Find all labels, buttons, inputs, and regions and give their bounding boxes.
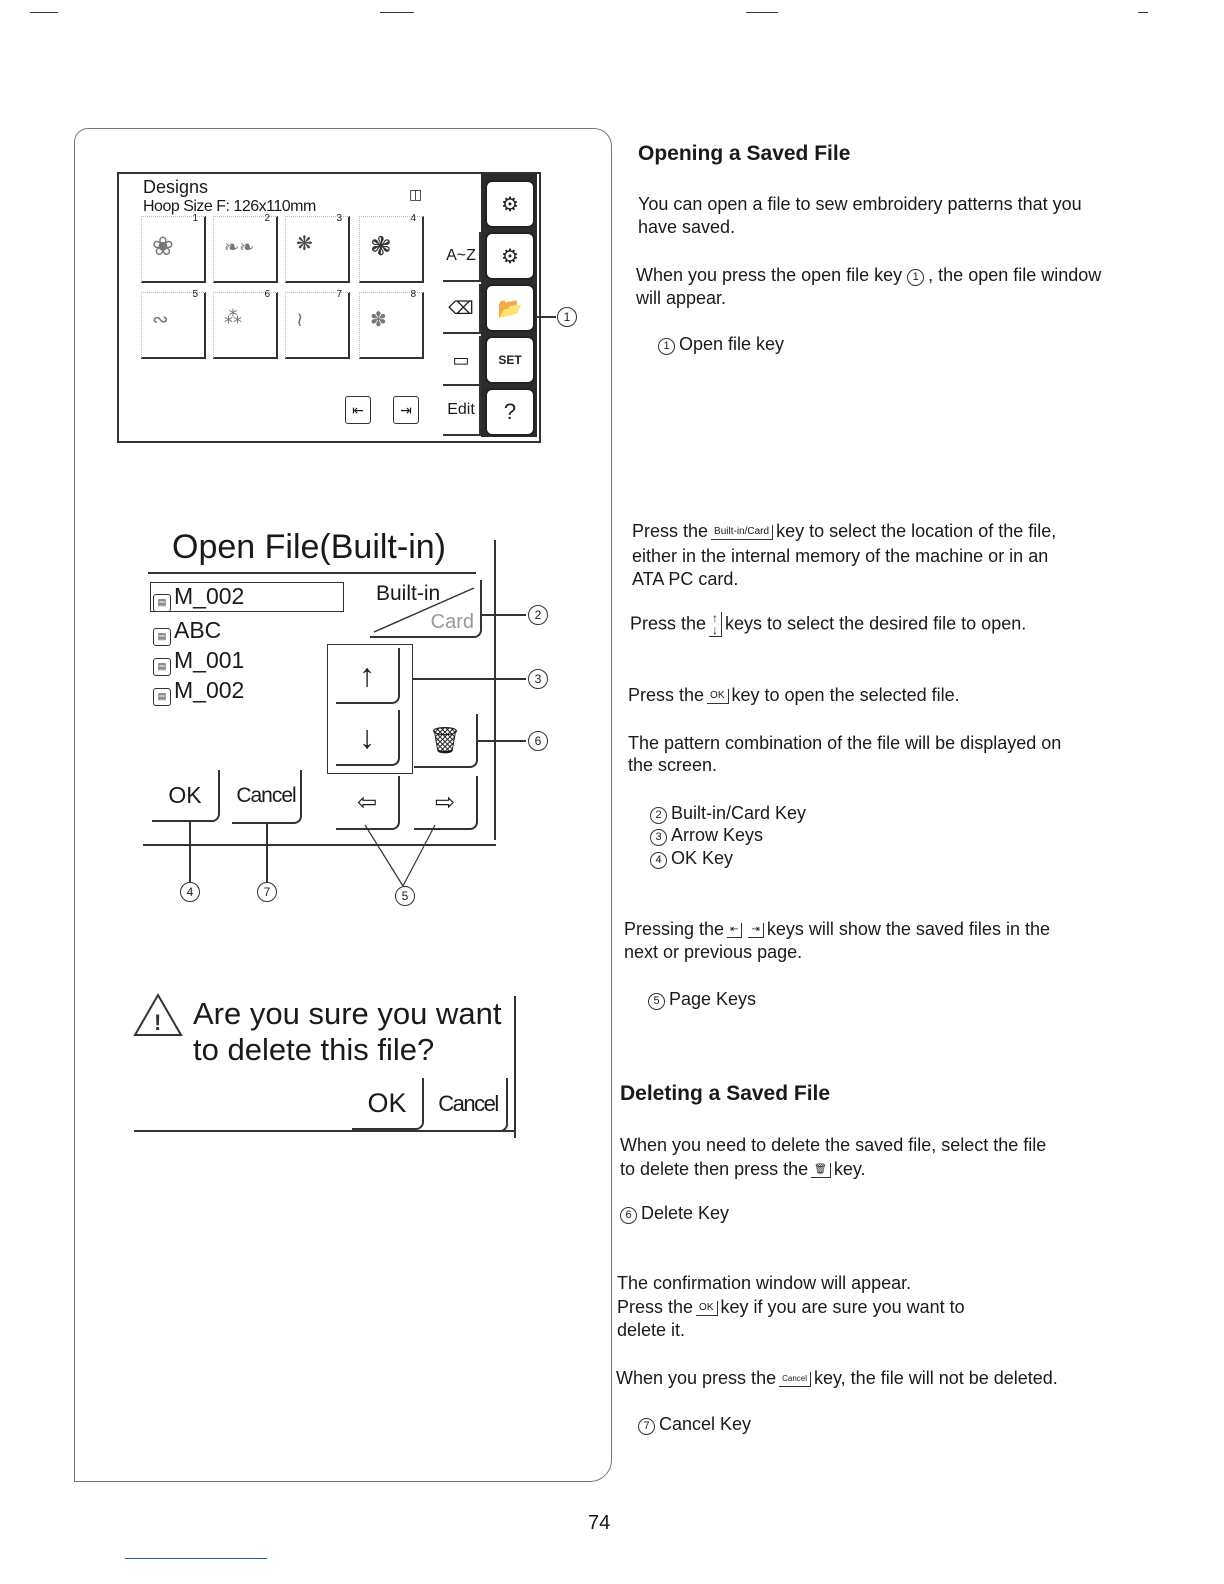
confirm-cancel-key[interactable]: Cancel [430,1078,508,1132]
file-icon: ▤ [153,628,171,646]
file-item[interactable] [153,647,244,676]
paragraph: Press the OK key to open the selected file. [628,685,960,705]
file-name: ABC [174,617,222,643]
function-key-column [481,174,537,437]
design-tile[interactable] [213,289,278,359]
callout-2: 2 [528,605,548,625]
file-name: M_002 [174,677,245,703]
diagonal-divider [370,580,480,636]
design-tile[interactable] [213,213,278,283]
open-file-title: Open File(Built-in) [172,528,446,566]
legend-item: 7 Cancel Key [638,1413,751,1436]
paragraph: When you need to delete the saved file, select the file [620,1135,1047,1155]
delete-key-icon: 🗑 [811,1163,831,1178]
design-number: 6 [264,289,270,300]
ok-key[interactable]: OK [152,770,220,822]
scan-mark [30,12,58,13]
open-file-icon[interactable]: 📂 [485,284,535,332]
paragraph: Press the OK key if you are sure you want to [617,1297,965,1317]
sewing-machine-icon[interactable]: ⚙ [485,180,535,228]
legend-item: 3 Arrow Keys [650,824,763,847]
window-edge [514,996,516,1138]
arrow-keys-icon: ↑ ↓ [709,612,722,637]
file-name: M_001 [174,647,245,673]
paragraph: The pattern combination of the file will be displayed on [628,733,1062,753]
hoop-icon[interactable]: ▭ [443,336,481,386]
design-number: 5 [192,289,198,300]
page-next-key-icon: ⇥ [748,923,763,938]
file-item[interactable] [153,617,221,646]
az-key[interactable]: A~Z [443,232,481,282]
callout-line [266,822,268,882]
file-item[interactable] [153,677,244,706]
design-tile[interactable] [359,213,424,283]
callout-line [476,740,526,742]
callout-line [412,678,526,680]
paragraph: You can open a file to sew embroidery patterns that you [638,194,1082,214]
legend-item: 4 OK Key [650,847,733,870]
page-next-icon[interactable]: ⇨ [414,776,478,830]
legend-item: 5 Page Keys [648,988,756,1011]
paragraph: to delete then press the 🗑 key. [620,1159,866,1179]
paragraph: the screen. [628,755,718,775]
file-icon: ▤ [153,594,171,612]
design-number: 7 [336,289,342,300]
design-number: 1 [192,213,198,224]
scan-mark [746,12,778,13]
legend-item: 6 Delete Key [620,1202,729,1225]
design-number: 4 [410,213,416,224]
eraser-icon[interactable]: ⌫ [443,284,481,334]
memory-icon: ◫ [409,186,423,202]
paragraph: delete it. [617,1320,686,1340]
paragraph: When you press the Cancel key, the file will not be deleted. [616,1368,1058,1388]
design-tile[interactable] [141,289,206,359]
paragraph: Pressing the ⇤ ⇥ keys will show the saved files in the [624,919,1050,939]
legend-item: 1 Open file key [658,333,784,356]
next-page-key[interactable]: ⇥ [393,396,419,424]
callout-line [480,614,526,616]
page-number: 74 [588,1512,611,1534]
garland-motif-icon: ∾ [152,309,169,331]
callout-7: 7 [257,882,277,902]
down-arrow-icon[interactable]: ↓ [336,710,400,766]
paragraph: Press the Built-in/Card key to select the location of the file, [632,521,1057,541]
cancel-key-icon: Cancel [779,1372,811,1387]
paragraph: either in the internal memory of the machine or in an [632,546,1049,566]
file-item[interactable] [153,583,244,612]
scan-mark [1138,12,1148,13]
file-name: M_002 [174,583,245,609]
paragraph: will appear. [636,288,727,308]
card-label: Card [430,611,474,633]
callout-4: 4 [180,882,200,902]
paragraph: next or previous page. [624,942,803,962]
paragraph: The confirmation window will appear. [617,1273,912,1293]
butterfly-motif-icon: ❃ [370,231,392,261]
callout-1: 1 [557,307,577,327]
edit-key[interactable]: Edit [443,386,481,436]
ok-key-icon: OK [707,689,728,704]
title-underline [148,572,476,574]
paragraph: Press the ↑ ↓ keys to select the desired file to open. [630,611,1027,637]
confirm-ok-key[interactable]: OK [352,1078,424,1130]
ok-key-icon: OK [696,1301,717,1316]
callout-line [536,316,556,318]
cancel-key[interactable]: Cancel [232,770,302,824]
sparkle-motif-icon: ⁂ [224,307,242,327]
screen-title: Designs [143,177,209,197]
designs-screen [117,172,541,443]
paragraph: have saved. [638,217,736,237]
paragraph: When you press the open file key 1 , the open file window [636,265,1102,285]
page-prev-icon[interactable]: ⇦ [336,776,400,830]
design-number: 2 [264,213,270,224]
up-arrow-icon[interactable]: ↑ [336,648,400,704]
warning-icon [132,992,184,1038]
rose-motif-icon: ❀ [152,231,174,261]
design-tile[interactable] [285,213,350,283]
paragraph: ATA PC card. [632,569,739,589]
design-tile[interactable] [285,289,350,359]
page-prev-key-icon: ⇤ [727,923,742,938]
design-number: 3 [336,213,342,224]
heading-deleting: Deleting a Saved File [620,1082,831,1105]
confirm-message-line2: to delete this file? [193,1032,435,1067]
scroll-motif-icon: ❧❧ [224,237,255,257]
design-tile[interactable] [141,213,206,283]
set-key[interactable]: SET [485,336,535,384]
file-icon: ▤ [153,688,171,706]
design-number: 8 [410,289,416,300]
help-key[interactable]: ? [485,388,535,436]
prev-page-key[interactable]: ⇤ [345,396,371,424]
hoop-size-label: Hoop Size F: 126x110mm [143,198,316,215]
wreath-motif-icon: ❋ [296,233,313,255]
window-edge [143,836,496,846]
builtin-label: Built-in [376,582,441,605]
callout-line [189,820,191,882]
callout-5: 5 [395,886,415,906]
legend-item: 2 Built-in/Card Key [650,802,806,825]
swag-motif-icon: ≀ [296,309,304,331]
design-tile[interactable] [359,289,424,359]
callout-lines-5 [360,820,440,890]
file-icon: ▤ [153,658,171,676]
builtin-card-key-icon: Built-in/Card [711,525,773,540]
heading-opening: Opening a Saved File [638,142,851,165]
callout-6: 6 [528,731,548,751]
floral-motif-icon: ✽ [370,309,387,331]
embroidery-machine-icon[interactable]: ⚙ [485,232,535,280]
scan-mark [380,12,414,13]
confirm-message-line1: Are you sure you want [193,996,502,1031]
callout-3: 3 [528,669,548,689]
bottom-rule [125,1558,267,1559]
window-edge [494,540,496,840]
builtin-card-key[interactable] [370,580,482,638]
delete-trash-icon[interactable]: 🗑 [414,714,478,768]
svg-text:!: ! [154,1010,162,1035]
